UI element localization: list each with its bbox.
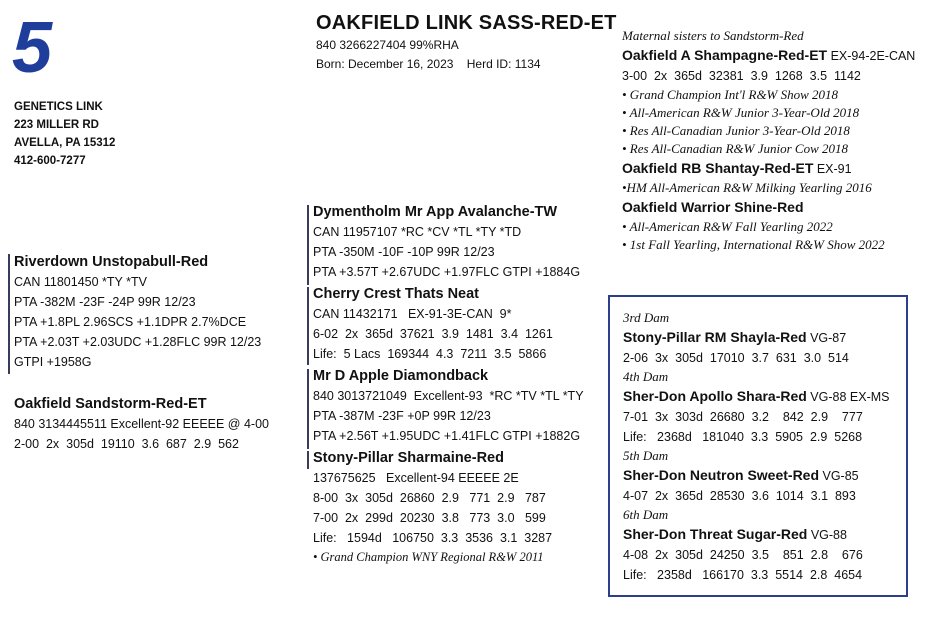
dam-entry xyxy=(623,506,890,585)
ancestor-dam-name: Stony-Pillar RM Shayla-Red xyxy=(623,329,807,345)
company-name: GENETICS LINK xyxy=(14,101,103,113)
animal-id: 840 3266227404 99%RHA xyxy=(316,38,459,52)
dam-generation-label: 3rd Dam xyxy=(623,310,670,325)
sire-dam-bracket xyxy=(307,287,309,365)
sister-name: Oakfield A Shampagne-Red-ET xyxy=(622,47,828,63)
sire-sire-line: PTA +3.57T +2.67UDC +1.97FLC GTPI +1884G xyxy=(313,265,581,279)
animal-born: Born: December 16, 2023 Herd ID: 1134 xyxy=(316,57,541,71)
contact-block xyxy=(14,98,115,170)
sister-note: • All-American R&W Fall Yearling 2022 xyxy=(622,219,833,234)
dam-dam-line: Life: 1594d 106750 3.3 3536 3.1 3287 xyxy=(313,531,553,545)
dam-line: 2-00 2x 305d 19110 3.6 687 2.9 562 xyxy=(14,437,239,451)
sister-note: • Grand Champion Int'l R&W Show 2018 xyxy=(622,87,839,102)
dam-name: Oakfield Sandstorm-Red-ET xyxy=(14,396,207,412)
dam-dam-bracket xyxy=(307,451,309,469)
sister-note: • All-American R&W Junior 3-Year-Old 2018 xyxy=(622,105,860,120)
ancestor-dam-line: 2-06 3x 305d 17010 3.7 631 3.0 514 xyxy=(623,351,849,365)
dam-dam-line: 137675625 Excellent-94 EEEEE 2E xyxy=(313,471,519,485)
dam-sire-block xyxy=(313,366,584,446)
sister-name: Oakfield Warrior Shine-Red xyxy=(622,199,804,215)
maternal-sisters-block xyxy=(622,27,915,254)
dam-sire-bracket xyxy=(307,369,309,449)
sire-line: PTA +2.03T +2.03UDC +1.28FLC 99R 12/23 xyxy=(14,335,262,349)
sire-dam-line: Life: 5 Lacs 169344 4.3 7211 3.5 5866 xyxy=(313,347,547,361)
ancestor-dam-line: Life: 2368d 181040 3.3 5905 2.9 5268 xyxy=(623,430,863,444)
sister-entry xyxy=(622,197,915,254)
sire-line: GTPI +1958G xyxy=(14,355,92,369)
dam-entry xyxy=(623,368,890,447)
animal-header xyxy=(316,10,617,74)
genetics-link-logo xyxy=(8,12,68,80)
dam-sire-line: PTA -387M -23F +0P 99R 12/23 xyxy=(313,409,491,423)
sister-classification: EX-94-2E-CAN xyxy=(827,49,916,63)
dam-block xyxy=(14,394,269,454)
sire-block xyxy=(14,252,261,372)
logo-glyph: 5 xyxy=(12,12,53,80)
sister-name: Oakfield RB Shantay-Red-ET xyxy=(622,160,814,176)
sire-sire-line: CAN 11957107 *RC *CV *TL *TY *TD xyxy=(313,225,522,239)
city-state-zip: AVELLA, PA 15312 xyxy=(14,137,116,149)
dam-dam-name: Stony-Pillar Sharmaine-Red xyxy=(313,450,504,466)
ancestor-dam-line: 4-08 2x 305d 24250 3.5 851 2.8 676 xyxy=(623,548,863,562)
dam-generation-label: 6th Dam xyxy=(623,507,669,522)
sire-line: CAN 11801450 *TY *TV xyxy=(14,275,147,289)
sire-sire-bracket xyxy=(307,205,309,285)
sister-entry xyxy=(622,158,915,197)
street-address: 223 MILLER RD xyxy=(14,119,99,131)
ancestor-dam-classification: VG-85 xyxy=(819,469,859,483)
dam-generation-label: 4th Dam xyxy=(623,369,669,384)
dam-sire-name: Mr D Apple Diamondback xyxy=(313,368,489,384)
dam-dam-block xyxy=(313,448,552,566)
sire-bracket xyxy=(8,254,10,374)
sister-entry xyxy=(622,45,915,158)
dam-sire-line: 840 3013721049 Excellent-93 *RC *TV *TL *TY xyxy=(313,389,584,403)
sister-note: • Res All-Canadian R&W Junior Cow 2018 xyxy=(622,141,849,156)
sire-dam-name: Cherry Crest Thats Neat xyxy=(313,286,479,302)
sire-dam-line: CAN 11432171 EX-91-3E-CAN 9* xyxy=(313,307,512,321)
ancestor-dam-name: Sher-Don Neutron Sweet-Red xyxy=(623,467,820,483)
sire-sire-line: PTA -350M -10F -10P 99R 12/23 xyxy=(313,245,495,259)
dam-dam-note: • Grand Champion WNY Regional R&W 2011 xyxy=(313,550,544,564)
dam-entry xyxy=(623,309,890,368)
sire-sire-block xyxy=(313,202,580,282)
dam-sire-line: PTA +2.56T +1.95UDC +1.41FLC GTPI +1882G xyxy=(313,429,581,443)
ancestor-dam-name: Sher-Don Threat Sugar-Red xyxy=(623,526,808,542)
phone-number: 412-600-7277 xyxy=(14,155,86,167)
ancestor-dam-classification: VG-88 xyxy=(807,528,847,542)
dams-box xyxy=(608,295,908,597)
sire-name: Riverdown Unstopabull-Red xyxy=(14,254,209,270)
ancestor-dam-classification: VG-88 EX-MS xyxy=(806,390,890,404)
ancestor-dam-line: 4-07 2x 365d 28530 3.6 1014 3.1 893 xyxy=(623,489,856,503)
dams-list xyxy=(623,309,890,585)
sire-dam-block xyxy=(313,284,553,364)
animal-name: OAKFIELD LINK SASS-RED-ET xyxy=(316,12,617,34)
sire-dam-line: 6-02 2x 365d 37621 3.9 1481 3.4 1261 xyxy=(313,327,553,341)
dam-line: 840 3134445511 Excellent-92 EEEEE @ 4-00 xyxy=(14,417,269,431)
dam-dam-line: 7-00 2x 299d 20230 3.8 773 3.0 599 xyxy=(313,511,546,525)
ancestor-dam-line: 7-01 3x 303d 26680 3.2 842 2.9 777 xyxy=(623,410,863,424)
ancestor-dam-line: Life: 2358d 166170 3.3 5514 2.8 4654 xyxy=(623,568,863,582)
maternal-heading: Maternal sisters to Sandstorm-Red xyxy=(622,28,804,43)
sire-sire-name: Dymentholm Mr App Avalanche-TW xyxy=(313,204,558,220)
ancestor-dam-classification: VG-87 xyxy=(806,331,847,345)
sister-classification: EX-91 xyxy=(813,162,852,176)
sister-note: • Res All-Canadian Junior 3-Year-Old 2018 xyxy=(622,123,850,138)
dam-generation-label: 5th Dam xyxy=(623,448,669,463)
dam-entry xyxy=(623,447,890,506)
sire-line: PTA +1.8PL 2.96SCS +1.1DPR 2.7%DCE xyxy=(14,315,247,329)
ancestor-dam-name: Sher-Don Apollo Shara-Red xyxy=(623,388,807,404)
sire-line: PTA -382M -23F -24P 99R 12/23 xyxy=(14,295,196,309)
dam-dam-line: 8-00 3x 305d 26860 2.9 771 2.9 787 xyxy=(313,491,546,505)
sister-note: •HM All-American R&W Milking Yearling 2016 xyxy=(622,180,872,195)
sister-note: • 1st Fall Yearling, International R&W Show 2022 xyxy=(622,237,885,252)
sister-line: 3-00 2x 365d 32381 3.9 1268 3.5 1142 xyxy=(622,69,861,83)
